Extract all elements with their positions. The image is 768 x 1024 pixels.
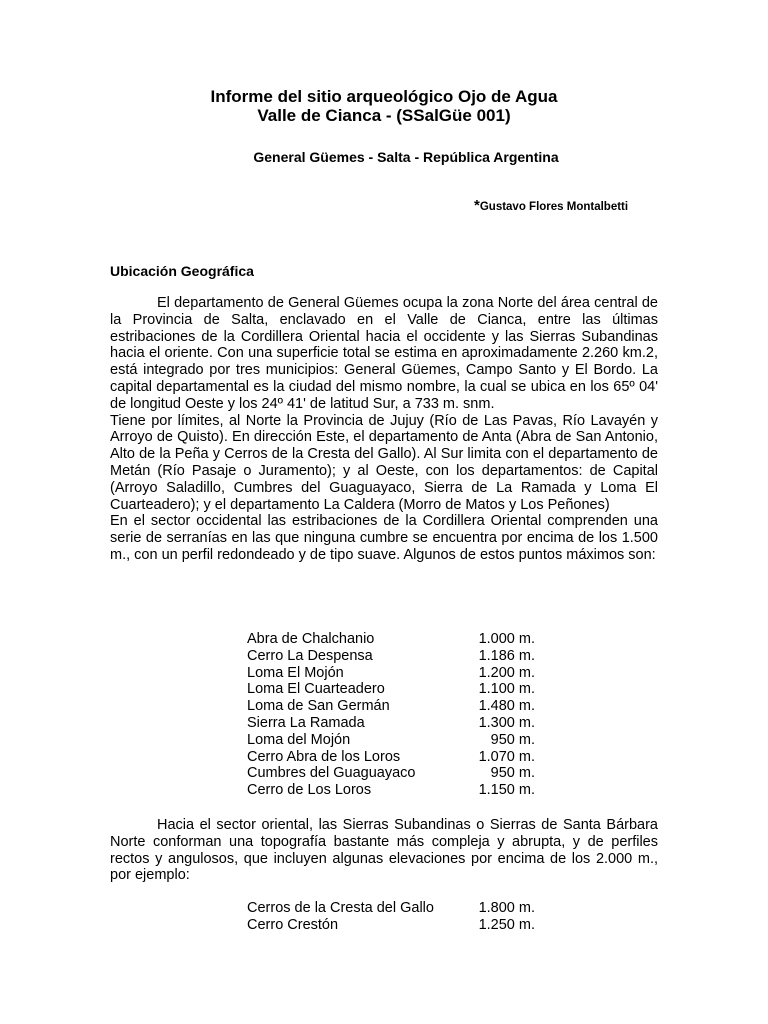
peak-name: Loma del Mojón — [247, 731, 351, 748]
peak-altitude: 1.480 m. — [478, 698, 535, 715]
document-subtitle: General Güemes - Salta - República Argentina — [253, 149, 559, 165]
list-item — [247, 648, 535, 665]
peak-name: Loma El Cuarteadero — [247, 681, 385, 698]
list-item — [247, 765, 535, 782]
paragraph-4: Hacia el sector oriental, las Sierras Subandinas o Sierras de Santa Bárbara Norte conforman una topografía bastante más compleja y abrupta, y de perfiles rectos y angulosos, que incluyen algunas elevaciones por encima de los 2.000 m., por ejemplo: — [110, 817, 658, 884]
peak-name: Loma de San Germán — [247, 698, 390, 715]
document-title-line-2: Valle de Cianca - (SSalGüe 001) — [257, 106, 511, 125]
list-item — [247, 917, 535, 934]
author-name: Gustavo Flores Montalbetti — [479, 201, 629, 213]
paragraph-1: El departamento de General Güemes ocupa la zona Norte del área central de la Provincia de Salta, enclavado en el Valle de Cianca, entre las últimas estribaciones de la Cordillera Oriental hacia el occidente y las Sierras Subandinas hacia el oriente. Con una superficie total se estima en aproximadamente 2.260 km.2, está integrado por tres municipios: General Güemes, Campo Santo y El Bordo. La capital departamental es la ciudad del mismo nombre, la cual se ubica en los 65º 04' de longitud Oeste y los 24º 41' de latitud Sur, a 733 m. snm. — [110, 295, 658, 412]
list-item — [247, 732, 535, 749]
peak-name: Cerro Abra de los Loros — [247, 748, 401, 765]
peak-name: Cerros de la Cresta del Gallo — [247, 900, 434, 916]
peak-altitude: 1.800 m. — [478, 900, 535, 916]
peak-altitude: 1.100 m. — [478, 681, 535, 698]
peak-name: Cerro de Los Loros — [247, 782, 372, 799]
list-item — [247, 715, 535, 732]
peak-name: Cerro La Despensa — [247, 647, 373, 664]
list-item — [247, 665, 535, 682]
list-item — [247, 631, 535, 648]
peak-altitude: 1.000 m. — [478, 631, 535, 647]
author-footnote-mark: * — [474, 197, 480, 214]
list-item — [247, 749, 535, 766]
author-line — [474, 198, 628, 215]
peak-name: Abra de Chalchanio — [247, 631, 375, 647]
peaks-west-list — [247, 631, 535, 799]
paragraph-2: Tiene por límites, al Norte la Provincia de Jujuy (Río de Las Pavas, Río Lavayén y Arroyo de Quisto). En dirección Este, el departamento de Anta (Abra de San Antonio, Alto de la Peña y Cerros de la Cresta del Gallo). Al Sur limita con el departamento de Metán (Río Pasaje o Juramento); y al Oeste, con los departamentos: de Capital (Arroyo Saladillo, Cumbres del Guaguayaco, Sierra de La Ramada y Loma El Cuarteadero); y el departamento La Caldera (Morro de Matos y Los Peñones) — [110, 412, 658, 513]
list-item — [247, 698, 535, 715]
peak-altitude: 1.186 m. — [478, 647, 535, 664]
paragraph-3: En el sector occidental las estribaciones de la Cordillera Oriental comprenden una serie de serranías en las que ninguna cumbre se encuentra por encima de los 1.500 m., con un perfil redondeado y de tipo suave. Algunos de estos puntos máximos son: — [110, 513, 658, 563]
section-body — [110, 295, 658, 564]
peak-altitude: 1.250 m. — [478, 916, 535, 933]
peak-name: Cumbres del Guaguayaco — [247, 765, 416, 782]
document-title-line-1: Informe del sitio arqueológico Ojo de Agua — [210, 87, 558, 106]
peak-altitude: 1.150 m. — [478, 782, 535, 799]
list-item — [247, 681, 535, 698]
peak-altitude: 950 m. — [490, 731, 535, 748]
peak-altitude: 950 m. — [490, 765, 535, 782]
peak-altitude: 1.200 m. — [478, 664, 535, 681]
peaks-east-list — [247, 900, 535, 934]
list-item — [247, 900, 535, 917]
peak-altitude: 1.300 m. — [478, 714, 535, 731]
peak-name: Sierra La Ramada — [247, 714, 365, 731]
peak-altitude: 1.070 m. — [478, 748, 535, 765]
section-body-2 — [110, 817, 658, 884]
peak-name: Cerro Crestón — [247, 916, 339, 933]
peak-name: Loma El Mojón — [247, 664, 344, 681]
section-heading: Ubicación Geográfica — [110, 263, 254, 279]
list-item — [247, 782, 535, 799]
